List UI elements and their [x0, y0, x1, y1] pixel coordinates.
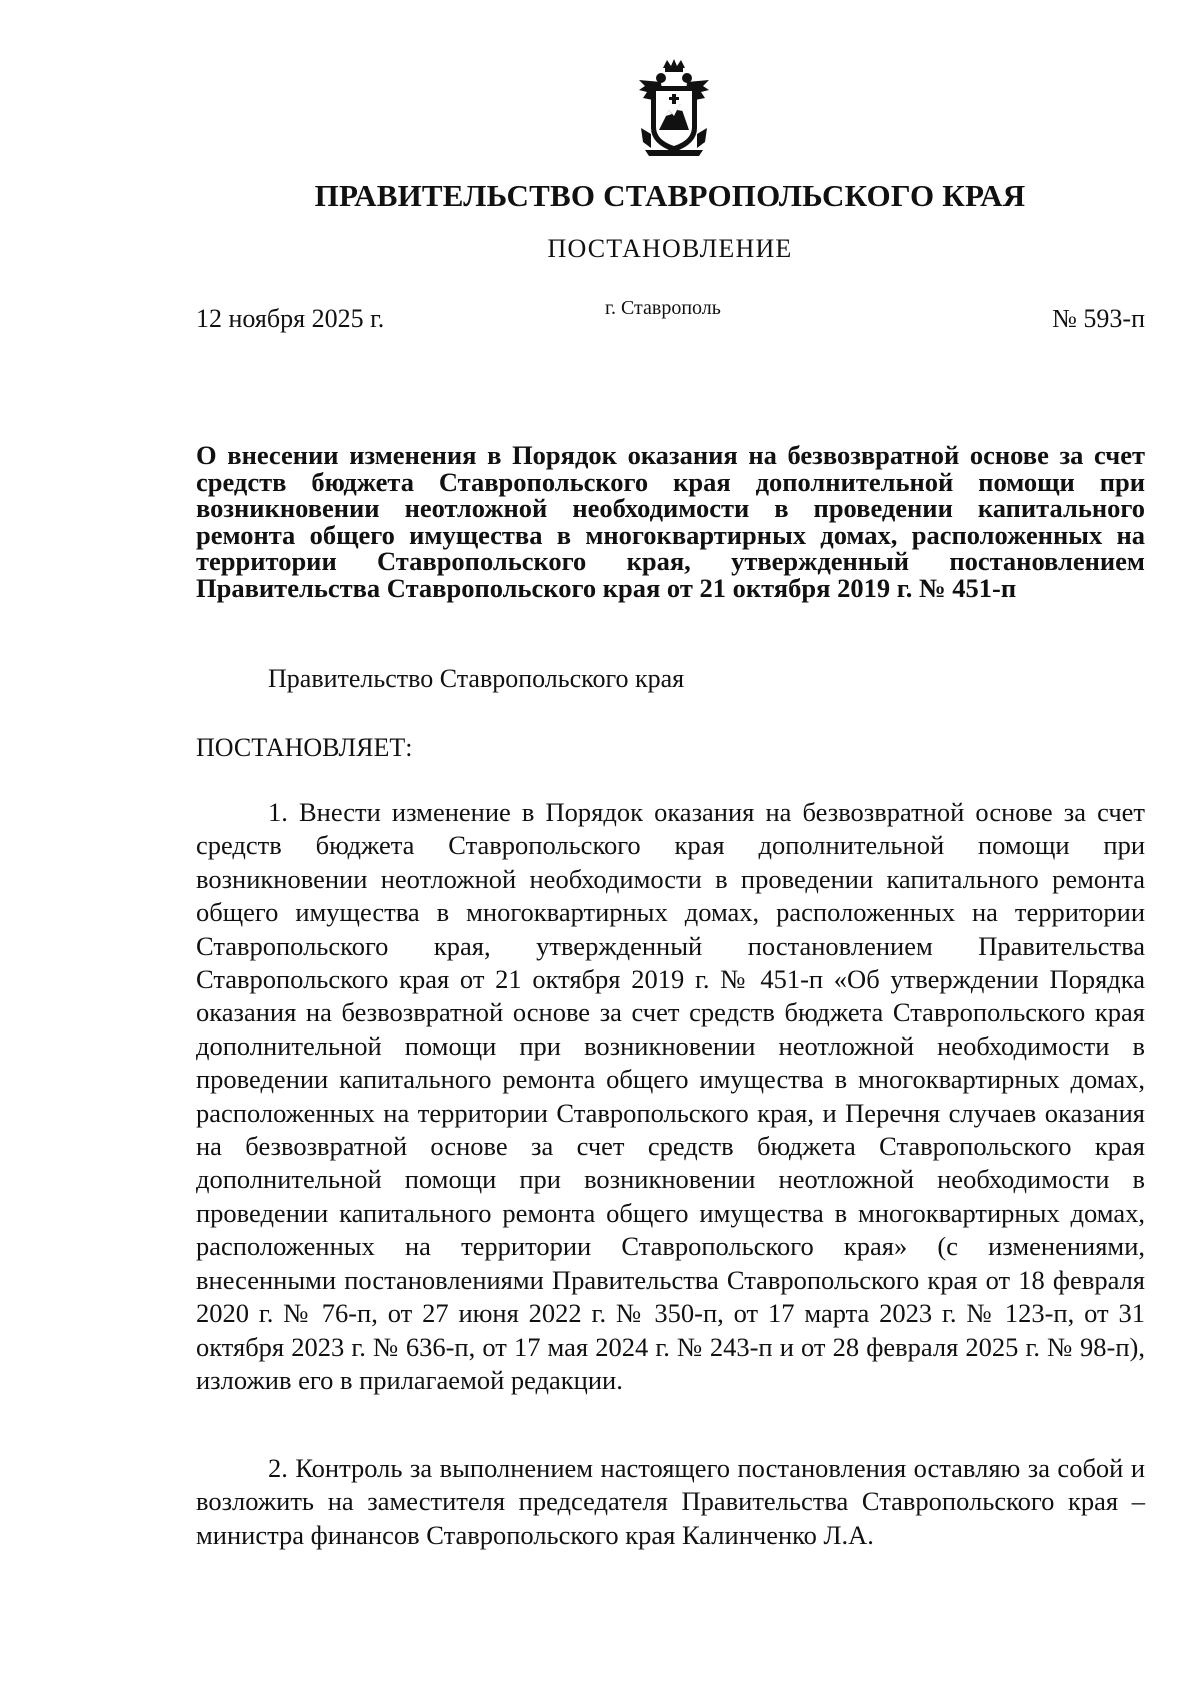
document-number: № 593-п [1052, 304, 1145, 333]
government-title: ПРАВИТЕЛЬСТВО СТАВРОПОЛЬСКОГО КРАЯ [314, 178, 1026, 213]
preamble: Правительство Ставропольского края [268, 664, 685, 693]
document-date: 12 ноября 2025 г. [196, 304, 385, 333]
paragraph-1: 1. Внести изменение в Порядок оказания на безвозвратной основе за счет средств бюджета Ставропольского края дополнительной помощи при возникновении неотложной необходимости в проведении капитального ремонта общего имущества в многоквартирных домах, расположенных на территории Ставропольского края, утвержденный постановлением Правительства Ставропольского края от 21 октября 2019 г. № 451-п «Об утверждении Порядка оказания на безвозвратной основе за счет средств бюджета Ставропольского края дополнительной помощи при возникновении неотложной необходимости в проведении капитального ремонта общего имущества в многоквартирных домах, расположенных на территории Ставропольского края, и Перечня случаев оказания на безвозвратной основе за счет средств бюджета Ставропольского края дополнительной помощи при возникновении неотложной необходимости в проведении капитального ремонта общего имущества в многоквартирных домах, расположенных на территории Ставропольского края» (с изменениями, внесенными постановлениями Правительства Ставропольского края от 18 февраля 2020 г. № 76-п, от 27 июня 2022 г. № 350-п, от 17 марта 2023 г. № 123-п, от 31 октября 2023 г. № 636-п, от 17 мая 2024 г. № 243-п и от 28 февраля 2025 г. № 98-п), изложив его в прилагаемой редакции. [196, 797, 1145, 1395]
document-subject: О внесении изменения в Порядок оказания на безвозвратной основе за счет средств бюджета Ставропольского края дополнительной помощи при возникновении неотложной необходимости в проведении капитального ремонта общего имущества в многоквартирных домах, расположенных на территории Ставропольского края, утвержденный постановлением Правительства Ставропольского края от 21 октября 2019 г. № 451-п [196, 440, 1145, 603]
document-type: ПОСТАНОВЛЕНИЕ [547, 234, 793, 263]
resolves-heading: ПОСТАНОВЛЯЕТ: [196, 733, 413, 762]
stavropol-coat-of-arms-icon [633, 58, 715, 158]
paragraph-2: 2. Контроль за выполнением настоящего постановления оставляю за собой и возложить на заместителя председателя Правительства Ставропольского края – министра финансов Ставропольского края Калинченко Л.А. [196, 1453, 1145, 1550]
document-city: г. Ставрополь [605, 297, 721, 319]
